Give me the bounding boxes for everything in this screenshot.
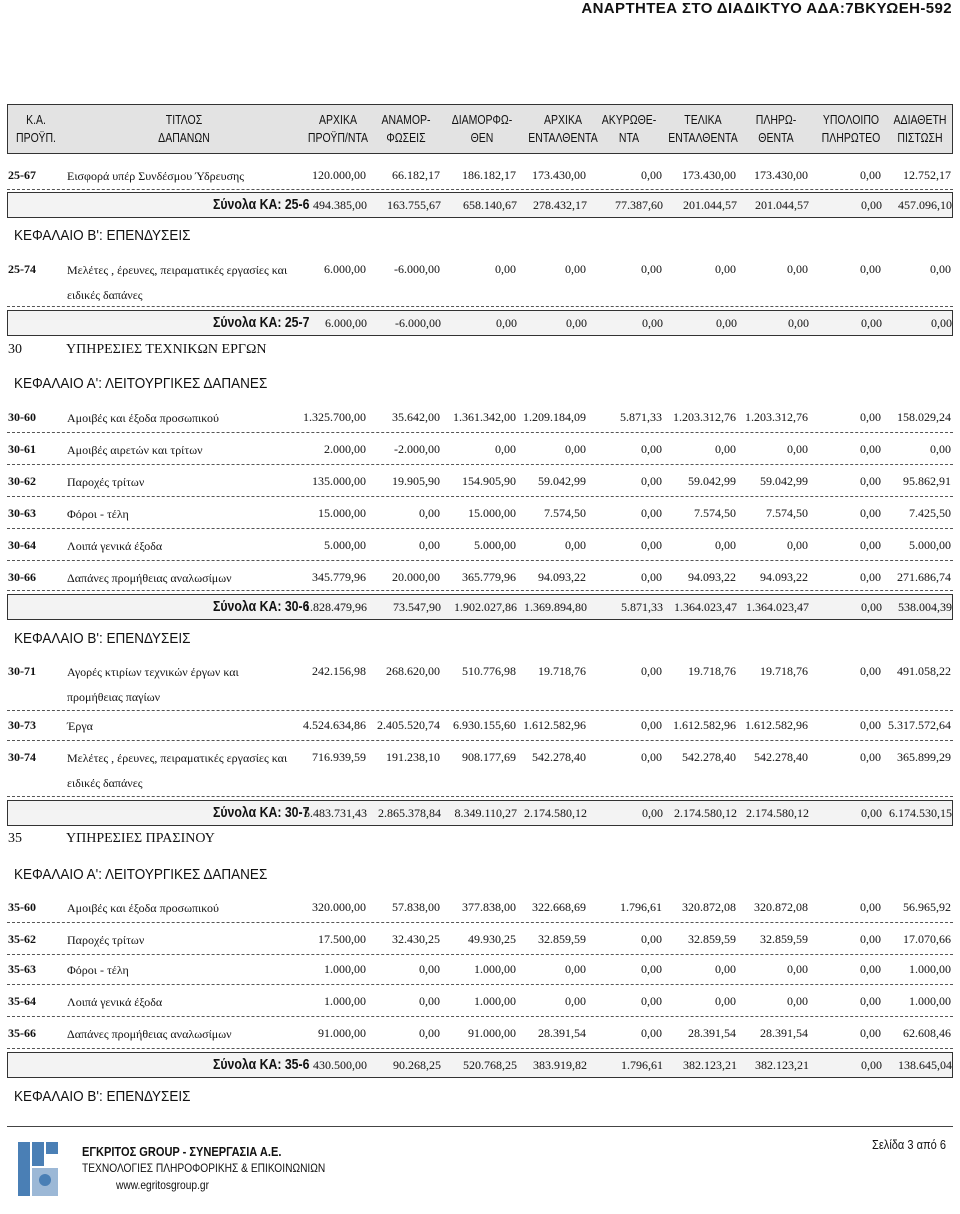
cell-value: 1.000,00	[474, 994, 516, 1008]
cell-value: 0,00	[931, 316, 952, 330]
cell-value: 0,00	[787, 994, 808, 1008]
column-header-adjustments: ΑΝΑΜΟΡ- ΦΩΣΕΙΣ	[381, 113, 431, 145]
table-row	[7, 896, 953, 920]
cell-value: 163.755,67	[387, 198, 441, 212]
cell-value: 0,00	[860, 570, 881, 584]
cell-value: 0,00	[860, 664, 881, 678]
table-row	[7, 928, 953, 952]
cell-value: 17.070,66	[903, 932, 951, 946]
cell-value: 0,00	[860, 750, 881, 764]
row-code: 30-63	[8, 506, 36, 520]
cell-value: 0,00	[495, 262, 516, 276]
cell-value: 6.930.155,60	[453, 718, 516, 732]
cell-value: 32.430,25	[392, 932, 440, 946]
section-heading: ΚΕΦΑΛΑΙΟ Β': ΕΠΕΝΔΥΣΕΙΣ	[14, 630, 191, 647]
cell-value: 1.369.894,80	[524, 600, 587, 614]
column-header-paid: ΠΛΗΡΩ- ΘΕΝΤΑ	[755, 113, 797, 145]
cell-value: 0,00	[715, 962, 736, 976]
cell-value: 59.042,99	[688, 474, 736, 488]
total-label: Σύνολα ΚΑ: 35-6	[213, 1056, 310, 1073]
cell-value: 0,00	[641, 664, 662, 678]
cell-value: 173.430,00	[754, 168, 808, 182]
cell-value: 0,00	[860, 506, 881, 520]
row-code: 35-64	[8, 994, 36, 1008]
cell-value: 0,00	[860, 1026, 881, 1040]
cell-value: 1.000,00	[909, 962, 951, 976]
company-logo-icon	[16, 1138, 60, 1200]
total-label: Σύνολα ΚΑ: 30-6	[213, 598, 310, 615]
cell-value: 62.608,46	[903, 1026, 951, 1040]
page-number: Σελίδα 3 από 6	[872, 1137, 946, 1152]
cell-value: 278.432,17	[533, 198, 587, 212]
cell-value: 66.182,17	[392, 168, 440, 182]
cell-value: 158.029,24	[897, 410, 951, 424]
total-row	[7, 192, 953, 218]
section-heading: ΚΕΦΑΛΑΙΟ Β': ΕΠΕΝΔΥΣΕΙΣ	[14, 1088, 191, 1105]
cell-value: 138.645,04	[898, 1058, 952, 1072]
row-code: 30-66	[8, 570, 36, 584]
cell-value: 1.203.312,76	[745, 410, 808, 424]
cell-value: 5.871,33	[621, 600, 663, 614]
table-row	[7, 714, 953, 738]
cell-value: 12.752,17	[903, 168, 951, 182]
cell-value: 56.965,92	[903, 900, 951, 914]
cell-value: 94.093,22	[688, 570, 736, 584]
cell-value: 7.574,50	[766, 506, 808, 520]
cell-value: 0,00	[641, 1026, 662, 1040]
cell-value: 382.123,21	[755, 1058, 809, 1072]
company-name: ΕΓΚΡΙΤΟΣ GROUP - ΣΥΝΕΡΓΑΣΙΑ Α.Ε.	[82, 1144, 282, 1159]
column-header-remaining: ΥΠΟΛΟΙΠΟ ΠΛΗΡΩΤΕΟ	[821, 113, 881, 145]
cell-value: 28.391,54	[538, 1026, 586, 1040]
row-code: 30-61	[8, 442, 36, 456]
row-title: Παροχές τρίτων	[67, 475, 145, 489]
total-label: Σύνολα ΚΑ: 25-6	[213, 196, 310, 213]
department-heading: 30 ΥΠΗΡΕΣΙΕΣ ΤΕΧΝΙΚΩΝ ΕΡΓΩΝ	[8, 342, 267, 357]
company-tagline: ΤΕΧΝΟΛΟΓΙΕΣ ΠΛΗΡΟΦΟΡΙΚΗΣ & ΕΠΙΚΟΙΝΩΝΙΩΝ	[82, 1161, 326, 1175]
cell-value: -6.000,00	[394, 262, 440, 276]
cell-value: 8.349.110,27	[454, 806, 517, 820]
cell-value: 0,00	[787, 442, 808, 456]
column-header-title: ΤΙΤΛΟΣ ΔΑΠΑΝΩΝ	[158, 113, 210, 145]
row-code: 25-67	[8, 168, 36, 182]
cell-value: 0,00	[860, 474, 881, 488]
cell-value: 6.000,00	[324, 262, 366, 276]
cell-value: 0,00	[641, 168, 662, 182]
cell-value: 0,00	[419, 962, 440, 976]
cell-value: 0,00	[860, 442, 881, 456]
cell-value: 0,00	[860, 168, 881, 182]
cell-value: 6.174.530,15	[889, 806, 952, 820]
cell-value: 28.391,54	[688, 1026, 736, 1040]
cell-value: 5.000,00	[324, 538, 366, 552]
cell-value: 0,00	[641, 994, 662, 1008]
cell-value: 0,00	[566, 316, 587, 330]
cell-value: 0,00	[860, 262, 881, 276]
cell-value: 7.574,50	[694, 506, 736, 520]
row-code: 30-64	[8, 538, 36, 552]
cell-value: 0,00	[565, 442, 586, 456]
row-title: Έργα	[67, 719, 93, 733]
cell-value: 1.000,00	[909, 994, 951, 1008]
total-row	[7, 1052, 953, 1078]
cell-value: 77.387,60	[615, 198, 663, 212]
cell-value: 5.871,33	[620, 410, 662, 424]
cell-value: 35.642,00	[392, 410, 440, 424]
cell-value: 1.361.342,00	[453, 410, 516, 424]
cell-value: 186.182,17	[462, 168, 516, 182]
row-title: Αμοιβές και έξοδα προσωπικού	[67, 901, 219, 915]
cell-value: 6.000,00	[325, 316, 367, 330]
cell-value: 1.000,00	[324, 994, 366, 1008]
cell-value: 0,00	[641, 538, 662, 552]
cell-value: 0,00	[419, 538, 440, 552]
cell-value: 57.838,00	[392, 900, 440, 914]
cell-value: 0,00	[565, 962, 586, 976]
cell-value: 90.268,25	[393, 1058, 441, 1072]
cell-value: 20.000,00	[392, 570, 440, 584]
row-code: 25-74	[8, 262, 36, 276]
cell-value: 15.000,00	[468, 506, 516, 520]
cell-value: -2.000,00	[394, 442, 440, 456]
cell-value: 0,00	[641, 932, 662, 946]
cell-value: 365.899,29	[897, 750, 951, 764]
section-heading: ΚΕΦΑΛΑΙΟ Α': ΛΕΙΤΟΥΡΓΙΚΕΣ ΔΑΠΑΝΕΣ	[14, 866, 268, 883]
cell-value: 716.939,59	[312, 750, 366, 764]
cell-value: 0,00	[642, 316, 663, 330]
cell-value: 0,00	[861, 198, 882, 212]
row-code: 35-62	[8, 932, 36, 946]
column-header-cancelled: ΑΚΥΡΩΘΕ- ΝΤΑ	[601, 113, 657, 145]
cell-value: 2.865.378,84	[378, 806, 441, 820]
cell-value: 0,00	[641, 718, 662, 732]
cell-value: 201.044,57	[683, 198, 737, 212]
row-title: Αμοιβές και έξοδα προσωπικού	[67, 411, 219, 425]
cell-value: 0,00	[861, 806, 882, 820]
cell-value: 0,00	[641, 506, 662, 520]
cell-value: 19.718,76	[760, 664, 808, 678]
cell-value: 0,00	[715, 442, 736, 456]
cell-value: 0,00	[495, 442, 516, 456]
cell-value: 0,00	[787, 538, 808, 552]
row-code: 30-74	[8, 750, 36, 764]
cell-value: 0,00	[642, 806, 663, 820]
cell-value: 0,00	[788, 316, 809, 330]
cell-value: 0,00	[715, 538, 736, 552]
cell-value: 268.620,00	[386, 664, 440, 678]
cell-value: 2.405.520,74	[377, 718, 440, 732]
cell-value: 542.278,40	[532, 750, 586, 764]
cell-value: 1.000,00	[324, 962, 366, 976]
cell-value: 7.574,50	[544, 506, 586, 520]
cell-value: 1.209.184,09	[523, 410, 586, 424]
cell-value: 0,00	[860, 962, 881, 976]
cell-value: 17.500,00	[318, 932, 366, 946]
table-row	[7, 534, 953, 558]
cell-value: 19.718,76	[538, 664, 586, 678]
footer-divider	[7, 1126, 953, 1127]
department-heading: 35 ΥΠΗΡΕΣΙΕΣ ΠΡΑΣΙΝΟΥ	[8, 831, 215, 846]
company-website[interactable]: www.egritosgroup.gr	[116, 1178, 209, 1192]
cell-value: 1.364.023,47	[674, 600, 737, 614]
cell-value: 0,00	[419, 994, 440, 1008]
cell-value: 173.430,00	[682, 168, 736, 182]
row-title: Φόροι - τέλη	[67, 963, 129, 977]
table-row	[7, 660, 953, 710]
table-row	[7, 470, 953, 494]
cell-value: 0,00	[861, 600, 882, 614]
cell-value: 7.425,50	[909, 506, 951, 520]
cell-value: 59.042,99	[760, 474, 808, 488]
cell-value: 135.000,00	[312, 474, 366, 488]
cell-value: 1.902.027,86	[454, 600, 517, 614]
cell-value: 242.156,98	[312, 664, 366, 678]
column-header-initial: ΑΡΧΙΚΑ ΠΡΟΫΠ/ΝΤΑ	[307, 113, 369, 145]
cell-value: 322.668,69	[532, 900, 586, 914]
table-row	[7, 258, 953, 308]
cell-value: 383.919,82	[533, 1058, 587, 1072]
cell-value: 173.430,00	[532, 168, 586, 182]
cell-value: 120.000,00	[312, 168, 366, 182]
cell-value: 5.317.572,64	[888, 718, 951, 732]
cell-value: 1.000,00	[474, 962, 516, 976]
cell-value: 0,00	[496, 316, 517, 330]
cell-value: 0,00	[565, 538, 586, 552]
row-title: Λοιπά γενικά έξοδα	[67, 539, 163, 553]
cell-value: 1.364.023,47	[746, 600, 809, 614]
cell-value: 4.524.634,86	[303, 718, 366, 732]
cell-value: 1.796,61	[621, 1058, 663, 1072]
cell-value: 0,00	[787, 962, 808, 976]
cell-value: 154.905,90	[462, 474, 516, 488]
cell-value: 1.612.582,96	[745, 718, 808, 732]
total-row	[7, 800, 953, 826]
cell-value: 0,00	[716, 316, 737, 330]
table-row	[7, 566, 953, 590]
cell-value: 320.000,00	[312, 900, 366, 914]
cell-value: 19.905,90	[392, 474, 440, 488]
cell-value: 32.859,59	[688, 932, 736, 946]
cell-value: 1.612.582,96	[523, 718, 586, 732]
cell-value: 0,00	[565, 994, 586, 1008]
cell-value: 542.278,40	[754, 750, 808, 764]
cell-value: 0,00	[860, 718, 881, 732]
cell-value: 0,00	[641, 962, 662, 976]
table-row	[7, 406, 953, 430]
column-header-formed: ΔΙΑΜΟΡΦΩ- ΘΕΝ	[451, 113, 513, 145]
cell-value: 49.930,25	[468, 932, 516, 946]
row-code: 30-73	[8, 718, 36, 732]
total-row	[7, 310, 953, 336]
cell-value: 1.325.700,00	[303, 410, 366, 424]
cell-value: 2.174.580,12	[674, 806, 737, 820]
cell-value: 271.686,74	[897, 570, 951, 584]
cell-value: 91.000,00	[468, 1026, 516, 1040]
cell-value: 320.872,08	[754, 900, 808, 914]
cell-value: 28.391,54	[760, 1026, 808, 1040]
total-label: Σύνολα ΚΑ: 25-7	[213, 314, 310, 331]
cell-value: 95.862,91	[903, 474, 951, 488]
table-row	[7, 990, 953, 1014]
row-code: 35-60	[8, 900, 36, 914]
cell-value: 91.000,00	[318, 1026, 366, 1040]
cell-value: 345.779,96	[312, 570, 366, 584]
row-code: 35-66	[8, 1026, 36, 1040]
total-label: Σύνολα ΚΑ: 30-7	[213, 804, 310, 821]
row-title: Μελέτες , έρευνες, πειραματικές εργασίες και ειδικές δαπάνες	[67, 751, 288, 790]
cell-value: 538.004,39	[898, 600, 952, 614]
cell-value: 494.385,00	[313, 198, 367, 212]
cell-value: 520.768,25	[463, 1058, 517, 1072]
cell-value: 365.779,96	[462, 570, 516, 584]
column-header-final-ordered: ΤΕΛΙΚΑ ΕΝΤΑΛΘΕΝΤΑ	[668, 113, 738, 145]
cell-value: 191.238,10	[386, 750, 440, 764]
cell-value: 0,00	[419, 506, 440, 520]
cell-value: 15.000,00	[318, 506, 366, 520]
table-row	[7, 746, 953, 796]
cell-value: 510.776,98	[462, 664, 516, 678]
table-row	[7, 1022, 953, 1046]
cell-value: 19.718,76	[688, 664, 736, 678]
cell-value: 457.096,10	[898, 198, 952, 212]
table-row	[7, 502, 953, 526]
row-title: Εισφορά υπέρ Συνδέσμου Ύδρευσης	[67, 169, 245, 183]
column-header-code: Κ.Α. ΠΡΟΫΠ.	[16, 113, 56, 145]
row-title: Φόροι - τέλη	[67, 507, 129, 521]
column-header-available: ΑΔΙΑΘΕΤΗ ΠΙΣΤΩΣΗ	[893, 113, 947, 145]
row-title: Μελέτες , έρευνες, πειραματικές εργασίες και ειδικές δαπάνες	[67, 263, 288, 302]
cell-value: 0,00	[860, 900, 881, 914]
cell-value: 5.000,00	[474, 538, 516, 552]
cell-value: -6.000,00	[395, 316, 441, 330]
cell-value: 0,00	[930, 442, 951, 456]
row-title: Δαπάνες προμήθειας αναλωσίμων	[67, 571, 232, 585]
ada-header: ΑΝΑΡΤΗΤΕΑ ΣΤΟ ΔΙΑΔΙΚΤΥΟ ΑΔΑ:7ΒΚΥΩΕΗ-592	[581, 0, 952, 17]
row-title: Παροχές τρίτων	[67, 933, 145, 947]
cell-value: 382.123,21	[683, 1058, 737, 1072]
total-row	[7, 594, 953, 620]
row-title: Δαπάνες προμήθειας αναλωσίμων	[67, 1027, 232, 1041]
row-code: 30-71	[8, 664, 36, 678]
cell-value: 0,00	[641, 442, 662, 456]
cell-value: 0,00	[860, 538, 881, 552]
cell-value: 658.140,67	[463, 198, 517, 212]
cell-value: 542.278,40	[682, 750, 736, 764]
cell-value: 0,00	[419, 1026, 440, 1040]
cell-value: 377.838,00	[462, 900, 516, 914]
row-title: Αγορές κτιρίων τεχνικών έργων και προμήθειας παγίων	[67, 665, 239, 704]
cell-value: 5.000,00	[909, 538, 951, 552]
cell-value: 1.828.479,96	[304, 600, 367, 614]
row-code: 35-63	[8, 962, 36, 976]
cell-value: 0,00	[715, 262, 736, 276]
cell-value: 908.177,69	[462, 750, 516, 764]
cell-value: 0,00	[641, 474, 662, 488]
cell-value: 32.859,59	[760, 932, 808, 946]
cell-value: 2.000,00	[324, 442, 366, 456]
cell-value: 0,00	[930, 262, 951, 276]
cell-value: 0,00	[861, 316, 882, 330]
cell-value: 0,00	[860, 410, 881, 424]
company-logo-icon	[16, 1138, 60, 1205]
cell-value: 1.203.312,76	[673, 410, 736, 424]
cell-value: 0,00	[787, 262, 808, 276]
cell-value: 320.872,08	[682, 900, 736, 914]
cell-value: 5.483.731,43	[304, 806, 367, 820]
table-row	[7, 164, 953, 188]
company-info	[82, 1143, 325, 1194]
cell-value: 59.042,99	[538, 474, 586, 488]
cell-value: 1.796,61	[620, 900, 662, 914]
section-heading: ΚΕΦΑΛΑΙΟ Α': ΛΕΙΤΟΥΡΓΙΚΕΣ ΔΑΠΑΝΕΣ	[14, 375, 268, 392]
cell-value: 0,00	[641, 262, 662, 276]
cell-value: 94.093,22	[760, 570, 808, 584]
cell-value: 0,00	[860, 994, 881, 1008]
column-header-initial-ordered: ΑΡΧΙΚΑ ΕΝΤΑΛΘΕΝΤΑ	[528, 113, 598, 145]
cell-value: 2.174.580,12	[524, 806, 587, 820]
cell-value: 430.500,00	[313, 1058, 367, 1072]
table-row	[7, 438, 953, 462]
cell-value: 201.044,57	[755, 198, 809, 212]
cell-value: 73.547,90	[393, 600, 441, 614]
row-code: 30-60	[8, 410, 36, 424]
cell-value: 0,00	[641, 750, 662, 764]
cell-value: 0,00	[715, 994, 736, 1008]
cell-value: 0,00	[565, 262, 586, 276]
row-title: Αμοιβές αιρετών και τρίτων	[67, 443, 203, 457]
cell-value: 94.093,22	[538, 570, 586, 584]
cell-value: 2.174.580,12	[746, 806, 809, 820]
cell-value: 0,00	[860, 932, 881, 946]
row-code: 30-62	[8, 474, 36, 488]
section-heading: ΚΕΦΑΛΑΙΟ Β': ΕΠΕΝΔΥΣΕΙΣ	[14, 227, 191, 244]
cell-value: 491.058,22	[897, 664, 951, 678]
cell-value: 0,00	[861, 1058, 882, 1072]
cell-value: 1.612.582,96	[673, 718, 736, 732]
table-header	[7, 104, 953, 154]
cell-value: 0,00	[641, 570, 662, 584]
cell-value: 32.859,59	[538, 932, 586, 946]
table-row	[7, 958, 953, 982]
row-title: Λοιπά γενικά έξοδα	[67, 995, 163, 1009]
